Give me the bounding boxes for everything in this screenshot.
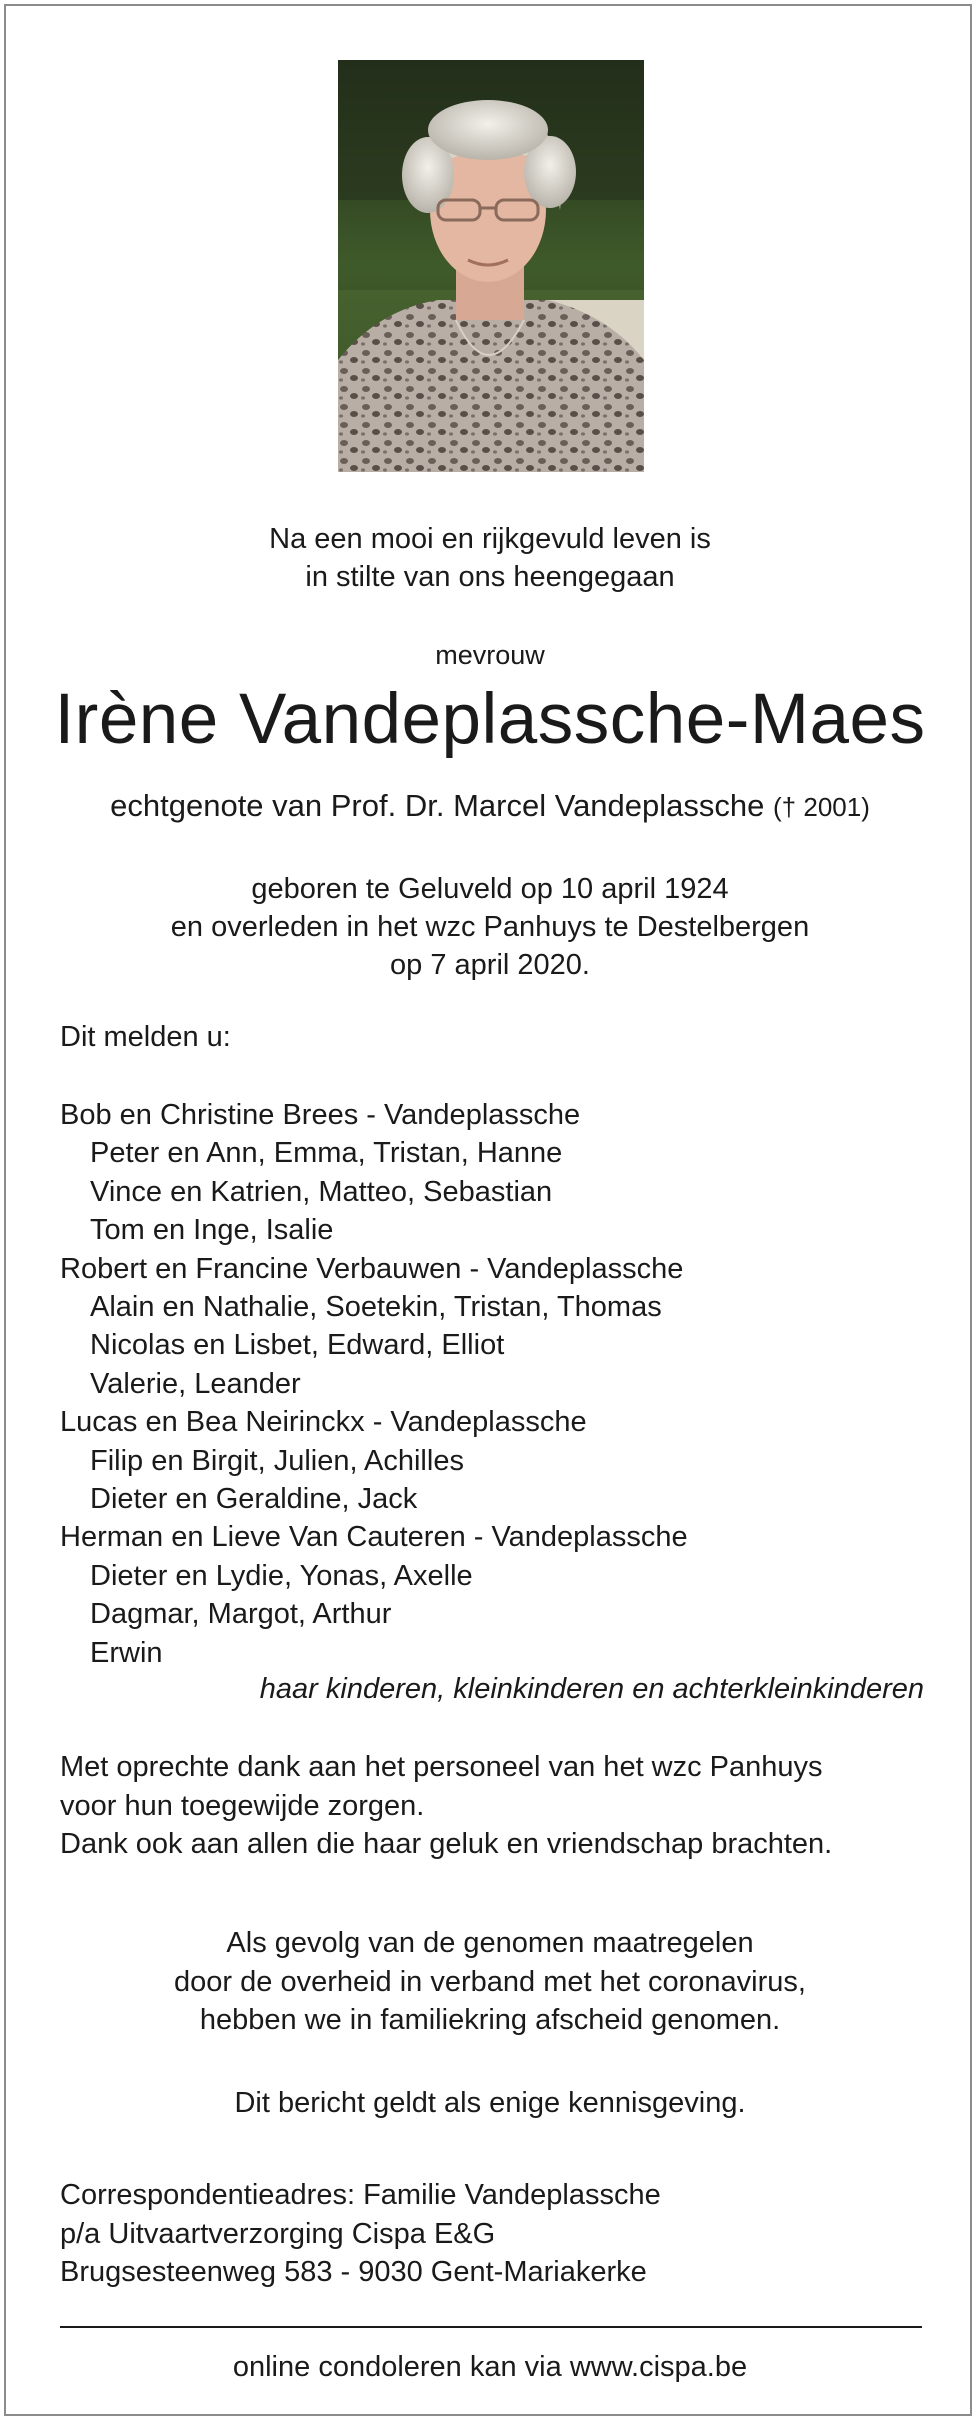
family-child: Dagmar, Margot, Arthur [90,1598,392,1631]
relation-caption: haar kinderen, kleinkinderen en achterkleinkinderen [259,1673,924,1705]
spouse-line [0,786,980,827]
thanks-line: Dank ook aan allen die haar geluk en vriendschap brachten. [60,1828,833,1860]
intro-line: in stilte van ons heengegaan [305,561,675,593]
address-line: Correspondentieadres: Familie Vandeplassche [60,2179,661,2211]
family-parent: Robert en Francine Verbauwen - Vandeplassche [60,1252,684,1285]
spouse-text: echtgenote van Prof. Dr. Marcel Vandeplassche [110,788,765,823]
family-child: Tom en Inge, Isalie [90,1214,334,1247]
family-parent: Bob en Christine Brees - Vandeplassche [60,1099,581,1131]
family-child: Alain en Nathalie, Soetekin, Tristan, Thomas [90,1291,662,1324]
family-child: Peter en Ann, Emma, Tristan, Hanne [90,1137,563,1170]
correspondence-address [60,2176,661,2292]
date-line: geboren te Geluveld op 10 april 1924 [251,873,729,905]
family-child: Dieter en Lydie, Yonas, Axelle [90,1559,473,1592]
online-condolences: online condoleren kan via www.cispa.be [232,2351,748,2383]
family-parent: Herman en Lieve Van Cauteren - Vandeplassche [60,1521,688,1554]
family-child: Filip en Birgit, Julien, Achilles [90,1444,464,1477]
covid-line: Als gevolg van de genomen maatregelen [226,1927,754,1959]
intro-text [0,520,980,596]
portrait-photo [338,60,644,472]
life-dates [0,870,980,984]
family-child: Dieter en Geraldine, Jack [90,1483,418,1516]
date-line: op 7 april 2020. [390,949,590,981]
notice-text: Dit bericht geldt als enige kennisgeving. [234,2087,746,2119]
family-child: Erwin [90,1636,163,1669]
thanks-line: voor hun toegewijde zorgen. [60,1789,425,1822]
thanks-line: Met oprechte dank aan het personeel van het wzc Panhuys [60,1751,823,1783]
covid-notice [0,1924,980,2040]
honorific: mevrouw [435,640,545,670]
date-line: en overleden in het wzc Panhuys te Destelbergen [170,911,810,943]
family-list [60,1096,930,1672]
family-child: Nicolas en Lisbet, Edward, Elliot [90,1329,505,1362]
deceased-name: Irène Vandeplassche-Maes [54,680,926,759]
divider [60,2326,922,2328]
thanks-text [60,1748,940,1864]
family-parent: Lucas en Bea Neirinckx - Vandeplassche [60,1406,587,1439]
spouse-death-year: († 2001) [773,792,870,822]
family-child: Valerie, Leander [90,1367,301,1400]
family-child: Vince en Katrien, Matteo, Sebastian [90,1175,553,1208]
portrait-image [338,60,644,472]
covid-line: hebben we in familiekring afscheid genomen. [199,2004,781,2036]
announce-heading: Dit melden u: [60,1021,231,1053]
covid-line: door de overheid in verband met het coronavirus, [174,1965,806,1998]
intro-line: Na een mooi en rijkgevuld leven is [269,523,711,555]
address-line: p/a Uitvaartverzorging Cispa E&G [60,2217,496,2250]
address-line: Brugsesteenweg 583 - 9030 Gent-Mariakerke [60,2256,647,2288]
